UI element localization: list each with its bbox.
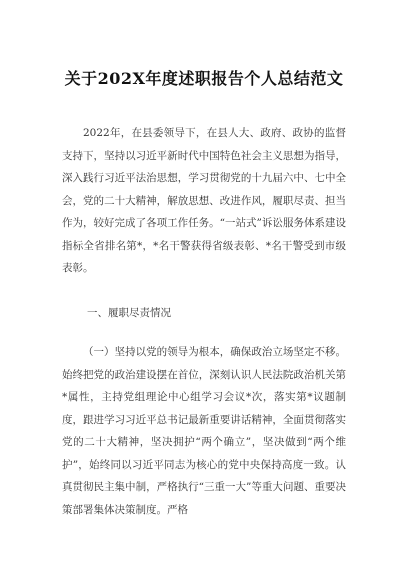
document-title: 关于202X年度述职报告个人总结范文: [64, 69, 344, 88]
section-paragraph: （一）坚持以党的领导为根本，确保政治立场坚定不移。始终把党的政治建设摆在首位，深刻认识人民法院政治机关第*属性，主持党组理论中心组学习会议*次，落实第*议题制度，跟进学习习近平总书记最新重要讲话精神，全面贯彻落实党的二十大精神，坚决拥护“两个确立”，坚决做到“两个维护”，始终同以习近平同志为核心的党中央保持高度一致。认真贯彻民主集中制，严格执行“三重一大”等重大问题、重要决策部署集体决策制度。严格: [62, 346, 346, 516]
intro-paragraph: 2022年，在县委领导下，在县人大、政府、政协的监督支持下，坚持以习近平新时代中国特色社会主义思想为指导，深入践行习近平法治思想，学习贯彻党的十九届六中、七中全会，党的二十大精神，解放思想、改进作风，履职尽责、担当作为，较好完成了各项工作任务。“一站式”诉讼服务体系建设指标全省排名第*，*名干警获得省级表彰、*名干警受到市级表彰。: [62, 127, 346, 274]
section-heading: 一、履职尽责情况: [87, 307, 171, 319]
